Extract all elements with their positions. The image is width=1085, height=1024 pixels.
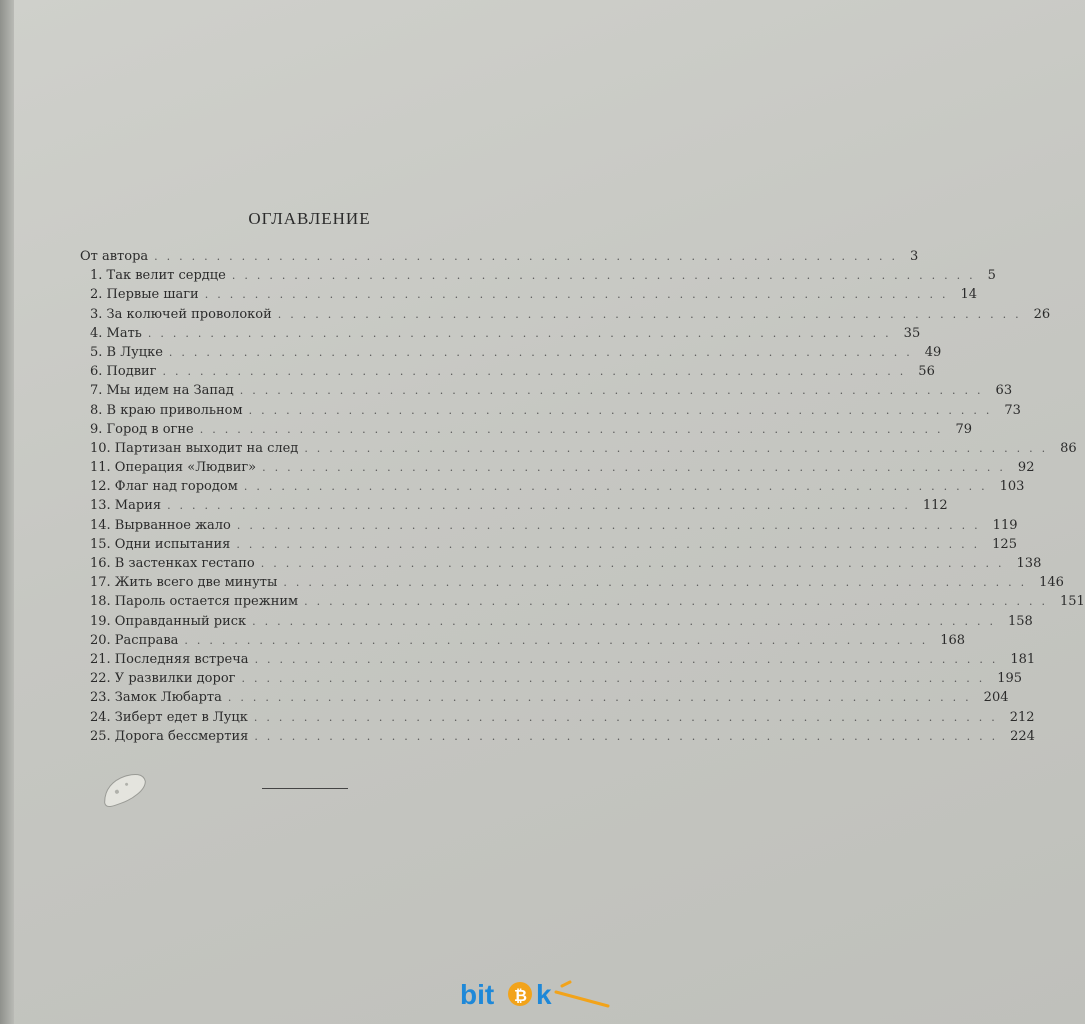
toc-entry-title: 2. Первые шаги bbox=[90, 287, 199, 303]
toc-entry-title: 22. У развилки дорог bbox=[90, 671, 236, 687]
toc-entry-title: 11. Операция «Людвиг» bbox=[90, 460, 257, 476]
toc-entry-title: 8. В краю привольном bbox=[90, 402, 243, 418]
toc-entry-title: 23. Замок Любарта bbox=[90, 690, 222, 706]
toc-entry-title: 24. Зиберт едет в Луцк bbox=[90, 709, 248, 725]
toc-entry-page-number: 86 bbox=[1060, 440, 1077, 456]
toc-entry bbox=[80, 516, 1018, 535]
toc-entry bbox=[80, 420, 973, 439]
leader-dots: ............................................................ bbox=[167, 499, 917, 513]
toc-entry-page-number: 112 bbox=[922, 498, 948, 514]
toc-entry-title: 19. Оправданный риск bbox=[90, 613, 247, 629]
toc-entry-page-number: 119 bbox=[992, 517, 1018, 533]
leader-dots: ............................................................ bbox=[204, 288, 955, 302]
toc-entry-page-number: 79 bbox=[955, 421, 973, 437]
leader-dots: ............................................................ bbox=[227, 691, 978, 705]
leader-dots: ............................................................ bbox=[277, 307, 1028, 321]
paper-damage-mark bbox=[91, 759, 157, 817]
leader-dots: ............................................................ bbox=[262, 461, 1012, 475]
toc-entry bbox=[80, 343, 942, 362]
toc-entry bbox=[80, 362, 935, 381]
toc-entry-title: 13. Мария bbox=[90, 498, 162, 514]
leader-dots: ............................................................ bbox=[154, 250, 904, 263]
toc-entry-title: 25. Дорога бессмертия bbox=[90, 728, 249, 744]
toc-entry-page-number: 181 bbox=[1010, 651, 1036, 667]
watermark-text-left: bit bbox=[460, 979, 495, 1010]
toc-entry bbox=[80, 708, 1035, 727]
toc-entry-title: 20. Расправа bbox=[90, 632, 179, 648]
toc-entry bbox=[80, 477, 1025, 496]
leader-dots: ............................................................ bbox=[260, 557, 1011, 570]
toc-entry bbox=[80, 305, 1051, 324]
leader-dots: ............................................................ bbox=[199, 422, 950, 436]
toc-entry-page-number: 158 bbox=[1007, 613, 1033, 629]
toc-entry-title: 5. В Луцке bbox=[90, 344, 163, 360]
toc-entry-title: 21. Последняя встреча bbox=[90, 651, 249, 667]
page-title: ОГЛАВЛЕНИЕ bbox=[248, 209, 371, 228]
toc-entry-page-number: 125 bbox=[992, 536, 1017, 552]
toc-entry bbox=[80, 612, 1033, 631]
leader-dots: ............................................................ bbox=[239, 384, 990, 398]
toc-entry-page-number: 151 bbox=[1059, 594, 1085, 610]
toc-entry-page-number: 224 bbox=[1010, 728, 1035, 744]
toc-entry-page-number: 195 bbox=[997, 671, 1023, 687]
toc-entry bbox=[80, 247, 919, 266]
toc-entry bbox=[80, 573, 1064, 592]
leader-dots: ............................................................ bbox=[248, 403, 999, 417]
toc-entry-page-number: 103 bbox=[999, 479, 1025, 495]
leader-dots: ............................................................ bbox=[236, 537, 987, 551]
toc-entry-title: 15. Одни испытания bbox=[90, 536, 231, 552]
toc-entry bbox=[80, 631, 966, 650]
toc-entry bbox=[80, 727, 1035, 746]
toc-entry bbox=[80, 592, 1085, 611]
leader-dots: ............................................................ bbox=[241, 672, 992, 686]
toc-entry bbox=[80, 458, 1035, 477]
leader-dots: ............................................................ bbox=[252, 614, 1002, 628]
toc-entry-title: 7. Мы идем на Запад bbox=[90, 383, 234, 399]
toc-entry-page-number: 49 bbox=[924, 344, 942, 360]
toc-entry-title: 1. Так велит сердце bbox=[90, 268, 226, 284]
toc-entry-title: 18. Пароль остается прежним bbox=[90, 594, 299, 610]
page-edge bbox=[0, 0, 14, 1024]
leader-dots: ............................................................ bbox=[236, 518, 987, 532]
leader-dots: ............................................................ bbox=[243, 480, 994, 494]
toc-entry-title: 9. Город в огне bbox=[90, 421, 194, 437]
leader-dots: ............................................................ bbox=[168, 345, 919, 359]
toc-entry-page-number: 26 bbox=[1033, 306, 1051, 322]
toc-entry bbox=[80, 324, 921, 343]
toc-entry-page-number: 146 bbox=[1039, 575, 1064, 591]
toc-entry bbox=[80, 401, 1021, 420]
leader-dots: ............................................................ bbox=[253, 710, 1004, 724]
svg-text:₿: ₿ bbox=[514, 988, 528, 1005]
toc-entry bbox=[80, 439, 1077, 458]
toc-entry bbox=[80, 381, 1013, 400]
toc-entry bbox=[80, 669, 1023, 688]
toc-entry-title: 3. За колючей проволокой bbox=[90, 306, 272, 322]
toc-entry-page-number: 56 bbox=[918, 364, 935, 380]
toc-entry-title: 16. В застенках гестапо bbox=[90, 556, 255, 571]
leader-dots: ............................................................ bbox=[231, 269, 982, 283]
toc-entry-page-number: 92 bbox=[1017, 460, 1035, 476]
toc-entry-page-number: 5 bbox=[987, 268, 996, 284]
leader-dots: ............................................................ bbox=[283, 576, 1034, 590]
leader-dots: ............................................................ bbox=[304, 595, 1054, 609]
toc-entry-page-number: 212 bbox=[1009, 709, 1035, 725]
site-watermark bbox=[458, 972, 614, 1016]
toc-entry-title: 10. Партизан выходит на след bbox=[90, 440, 299, 456]
leader-dots: ............................................................ bbox=[147, 326, 898, 340]
leader-dots: ............................................................ bbox=[162, 365, 913, 379]
toc-entry bbox=[80, 554, 1042, 573]
toc-entry bbox=[80, 285, 978, 304]
toc-entry-title: От автора bbox=[80, 249, 149, 264]
toc-entry-title: 4. Мать bbox=[90, 325, 142, 341]
toc-entry bbox=[80, 650, 1036, 669]
toc-entry-page-number: 204 bbox=[983, 690, 1009, 706]
watermark-text-right: k bbox=[536, 979, 552, 1010]
toc-entry-page-number: 168 bbox=[940, 632, 966, 648]
toc-entry-title: 12. Флаг над городом bbox=[90, 479, 238, 495]
toc-entry bbox=[80, 496, 948, 515]
toc-entry-page-number: 35 bbox=[903, 325, 921, 341]
leader-dots: ............................................................ bbox=[184, 633, 935, 647]
toc-entry-title: 6. Подвиг bbox=[90, 364, 157, 380]
toc-entry-page-number: 73 bbox=[1004, 402, 1021, 418]
toc-entry bbox=[80, 535, 1017, 554]
toc-entry bbox=[80, 688, 1009, 707]
toc-entry-page-number: 3 bbox=[909, 249, 919, 264]
toc-entry-title: 17. Жить всего две минуты bbox=[90, 575, 278, 591]
leader-dots: ............................................................ bbox=[254, 729, 1005, 743]
toc-entry-page-number: 14 bbox=[960, 287, 978, 303]
toc-entry bbox=[80, 266, 996, 285]
toc-entry-title: 14. Вырванное жало bbox=[90, 517, 231, 533]
toc-entry-page-number: 63 bbox=[995, 383, 1013, 399]
leader-dots: ............................................................ bbox=[254, 652, 1005, 666]
toc-entry-page-number: 138 bbox=[1016, 556, 1042, 571]
leader-dots: ............................................................ bbox=[304, 441, 1055, 455]
divider-line bbox=[262, 788, 348, 789]
table-of-contents bbox=[80, 247, 1085, 746]
